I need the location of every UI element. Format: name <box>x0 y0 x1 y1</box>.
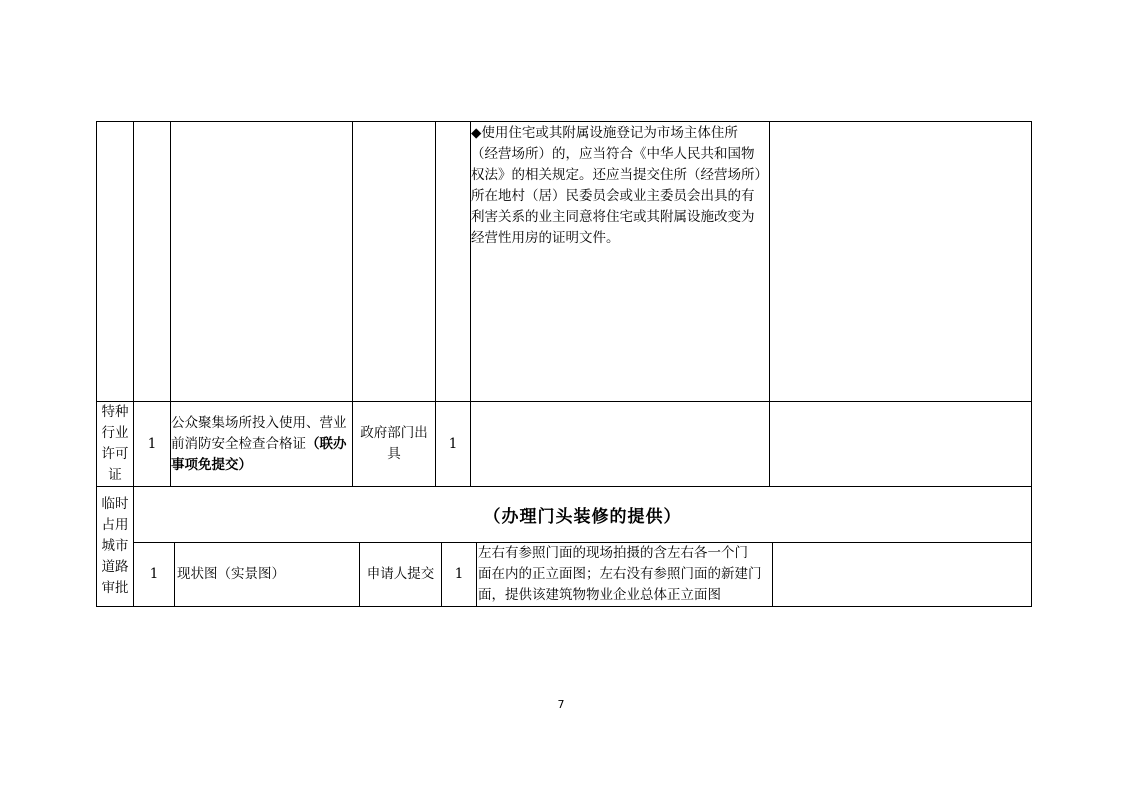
category-cell <box>97 402 133 486</box>
material-line: 事项免提交） <box>171 456 252 473</box>
source-line: 具 <box>387 446 401 462</box>
section-title <box>134 487 1031 542</box>
index-cell <box>134 402 170 486</box>
table-border-right <box>1031 121 1032 607</box>
category-line: 临时 <box>101 496 129 512</box>
section-title-text: （办理门头装修的提供） <box>483 507 682 527</box>
requirement-cell <box>478 543 772 606</box>
category-line: 审批 <box>101 580 129 596</box>
category-line: 许可 <box>101 446 129 462</box>
material-line: 前消防安全检查合格证（联办 <box>171 435 347 452</box>
copies-cell <box>436 402 470 486</box>
requirement-cell <box>471 123 769 249</box>
requirement-line: 利害关系的业主同意将住宅或其附属设施改变为 <box>471 209 755 225</box>
index-value: 1 <box>149 566 159 582</box>
requirement-line: 经营性用房的证明文件。 <box>471 230 620 246</box>
category-line: 特种 <box>101 404 129 420</box>
source-cell <box>360 543 441 606</box>
requirement-line: 权法》的相关规定。还应当提交住所（经营场所） <box>471 167 768 183</box>
page-number: 7 <box>557 698 565 711</box>
table-border-bottom <box>96 606 1032 607</box>
requirement-line: ◆使用住宅或其附属设施登记为市场主体住所 <box>471 125 738 141</box>
requirement-line: 左右有参照门面的现场拍摄的含左右各一个门 <box>478 545 748 561</box>
category-line: 行业 <box>101 425 129 441</box>
category-line: 城市 <box>101 538 129 554</box>
requirement-line: （经营场所）的，应当符合《中华人民共和国物 <box>471 146 755 162</box>
material-cell <box>171 402 352 486</box>
requirement-line: 面，提供该建筑物物业企业总体正立面图 <box>478 587 721 603</box>
column-divider <box>174 542 175 607</box>
index-cell <box>134 543 174 606</box>
table-border-top <box>96 121 1032 122</box>
copies-value: 1 <box>448 435 458 452</box>
material-cell <box>177 543 359 606</box>
source-value: 申请人提交 <box>366 566 435 582</box>
category-line: 占用 <box>101 517 129 533</box>
material-value: 现状图（实景图） <box>177 566 285 582</box>
column-divider <box>476 542 477 607</box>
column-divider <box>769 121 770 487</box>
copies-value: 1 <box>454 566 464 582</box>
category-line: 证 <box>108 467 122 483</box>
column-divider <box>772 542 773 607</box>
category-line: 道路 <box>101 559 129 575</box>
material-line: 公众聚集场所投入使用、营业 <box>171 414 347 431</box>
source-line: 政府部门出 <box>360 425 428 441</box>
copies-cell <box>442 543 476 606</box>
source-cell <box>353 402 435 486</box>
index-value: 1 <box>147 435 157 452</box>
requirement-line: 所在地村（居）民委员会或业主委员会出具的有 <box>471 188 755 204</box>
requirement-line: 面在内的正立面图；左右没有参照门面的新建门 <box>478 566 762 582</box>
category-cell <box>97 487 133 606</box>
